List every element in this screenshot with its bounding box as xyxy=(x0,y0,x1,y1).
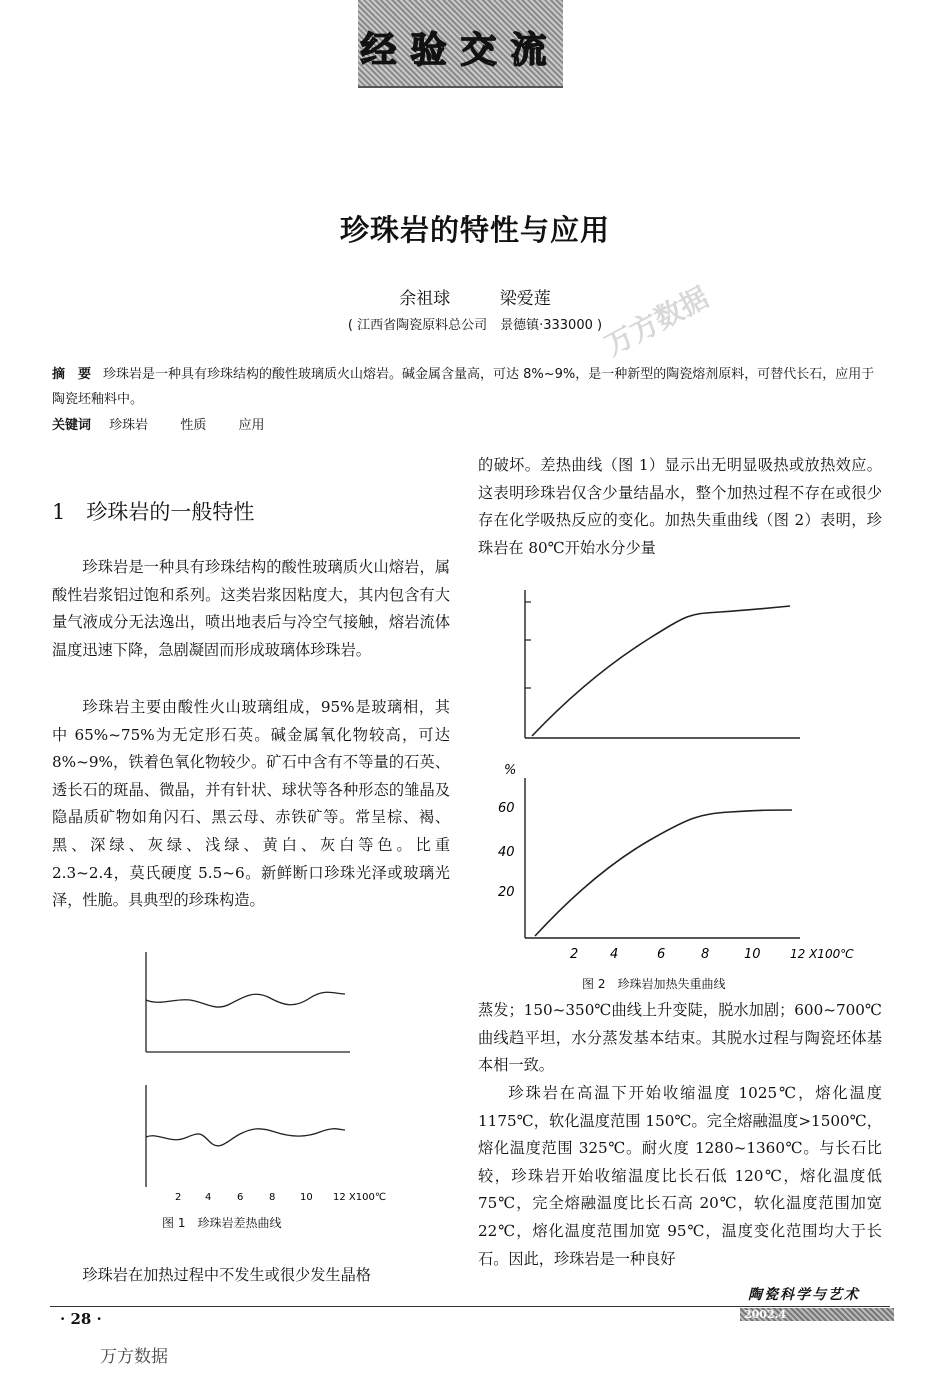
fig1-x-tick: 2 xyxy=(175,1192,182,1203)
fig2-lower-curve xyxy=(535,810,792,936)
fig2-x-tick: 12 X100℃ xyxy=(790,947,854,961)
journal-issue: 2002.4 xyxy=(740,1308,894,1321)
watermark-logo: 万方数据 xyxy=(599,280,714,363)
source-label: 万方数据 xyxy=(100,1347,168,1367)
fig2-x-tick: 8 xyxy=(701,947,710,962)
fig1-x-tick: 12 X100℃ xyxy=(333,1192,387,1203)
fig2-y-tick: 60 xyxy=(498,801,515,816)
fig1-x-tick: 6 xyxy=(237,1192,244,1203)
body-paragraph: 珍珠岩主要由酸性火山玻璃组成，95%是玻璃相，其中 65%~75%为无定形石英。碱金属氧化物较高，可达 8%~9%，铁着色氧化物较少。矿石中含有不等量的石英、透长石的斑晶、微晶，并有针状、球状等各种形态的雏晶及隐晶质矿物如角闪石、黑云母、赤铁矿等。常呈棕、褐、黑、深绿、灰绿、浅绿、黄白、灰白等色。比重 2.3~2.4，莫氏硬度 5.5~6。新鲜断口珍珠光泽或玻璃光泽，性脆。具典型的珍珠构造。 xyxy=(52,698,450,910)
fig2-y-tick: 20 xyxy=(498,885,515,900)
author-name: 梁爱莲 xyxy=(499,289,551,309)
fig2-y-unit: % xyxy=(504,763,517,778)
author-list xyxy=(0,284,950,309)
body-paragraph: 珍珠岩在高温下开始收缩温度 1025℃，熔化温度 1175℃，软化温度范围 150℃。完全熔融温度>1500℃，熔化温度范围 325℃。耐火度 1280~1360℃。与长石比较，珍珠岩开始收缩温度比长石低 120℃，熔化温度低 75℃，完全熔融温度比长石高 20℃，软化温度范围加宽 22℃，熔化温度范围加宽 95℃，温度变化范围均大于长石。因此，珍珠岩是一种良好 xyxy=(478,1084,882,1268)
keyword: 性质 xyxy=(180,418,207,433)
author-name: 余祖球 xyxy=(399,289,451,309)
abstract-text: 珍珠岩是一种具有珍珠结构的酸性玻璃质火山熔岩。碱金属含量高，可达 8%~9%，是一种新型的陶瓷熔剂原料，可替代长石，应用于陶瓷坯釉料中。 xyxy=(52,367,875,407)
fig1-x-tick: 8 xyxy=(269,1192,276,1203)
fig2-x-tick: 10 xyxy=(744,947,761,962)
page-number: · 28 · xyxy=(60,1310,102,1328)
body-paragraph: 珍珠岩是一种具有珍珠结构的酸性玻璃质火山熔岩，属酸性岩浆铝过饱和系列。这类岩浆因粘度大，其内包含有大量气液成分无法逸出，喷出地表后与冷空气接触，熔岩流体温度迅速下降，急剧凝固而形成玻璃体珍珠岩。 xyxy=(52,558,450,659)
keywords xyxy=(52,414,292,433)
section-banner-label: 经验交流 xyxy=(360,30,561,71)
fig2-upper-curve xyxy=(532,606,790,736)
fig1-lower-curve xyxy=(146,1129,345,1146)
figure-2-caption: 图 2 珍珠岩加热失重曲线 xyxy=(582,977,726,991)
footer-rule xyxy=(50,1306,890,1307)
article-title: 珍珠岩的特性与应用 xyxy=(339,213,610,247)
fig1-upper-curve xyxy=(146,992,345,1007)
journal-name: 陶瓷科学与艺术 xyxy=(748,1287,860,1303)
figure-1-caption: 图 1 珍珠岩差热曲线 xyxy=(162,1216,282,1230)
fig1-x-tick: 4 xyxy=(205,1192,212,1203)
body-paragraph: 蒸发；150~350℃曲线上升变陡，脱水加剧；600~700℃曲线趋平坦，水分蒸发基本结束。其脱水过程与陶瓷坯体基本相一致。 xyxy=(478,1001,882,1075)
fig2-x-tick: 2 xyxy=(570,947,579,962)
body-paragraph: 的破坏。差热曲线（图 1）显示出无明显吸热或放热效应。这表明珍珠岩仅含少量结晶水，整个加热过程不存在或很少存在化学吸热反应的变化。加热失重曲线（图 2）表明，珍珠岩在 80℃开始水分少量 xyxy=(478,456,882,557)
keywords-label: 关键词 xyxy=(52,418,92,433)
fig2-y-tick: 40 xyxy=(498,845,515,860)
figure-2-weight-loss-curve xyxy=(490,578,860,966)
abstract xyxy=(52,362,884,412)
keyword: 珍珠岩 xyxy=(109,418,149,433)
figure-1-dta-curve xyxy=(130,942,390,1187)
keyword: 应用 xyxy=(238,418,265,433)
figure-1-x-axis xyxy=(130,1186,390,1208)
body-paragraph: 珍珠岩在加热过程中不发生或很少发生晶格 xyxy=(82,1266,371,1284)
fig1-x-tick: 10 xyxy=(300,1192,313,1203)
fig2-x-tick: 6 xyxy=(657,947,666,962)
abstract-label: 摘 要 xyxy=(52,367,92,382)
author-affiliation: ( 江西省陶瓷原料总公司 景德镇·333000 ) xyxy=(347,318,603,333)
fig2-x-tick: 4 xyxy=(610,947,619,962)
section-heading: 1 珍珠岩的一般特性 xyxy=(52,500,255,524)
